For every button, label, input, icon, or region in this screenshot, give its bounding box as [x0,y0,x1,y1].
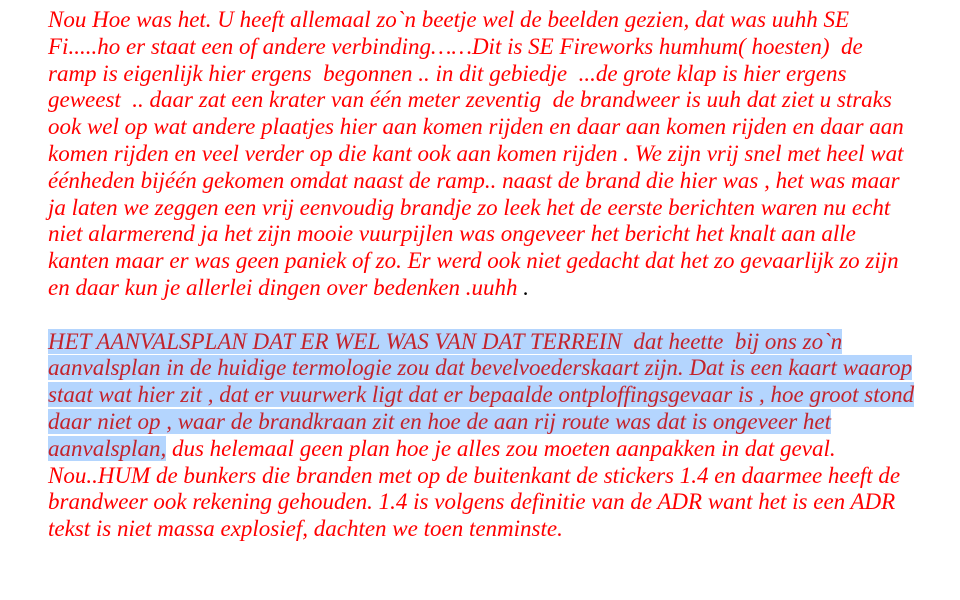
paragraph-2[interactable] [48,329,914,543]
paragraph-1 [48,7,914,302]
text-line: niet alarmerend ja het zijn mooie vuurpijlen was ongeveer het bericht het knalt aan alle [48,221,856,247]
blank-line [48,302,914,329]
document-body [48,7,914,543]
text-line[interactable] [48,436,914,463]
text-line: Fi.....ho er staat een of andere verbinding……Dit is SE Fireworks humhum( hoesten) de [48,33,863,59]
text-line-selected[interactable] [48,382,914,409]
text-line: ramp is eigenlijk hier ergens begonnen .. in dit gebiedje ...de grote klap is hier ergens [48,60,847,86]
text-line-selected[interactable] [48,329,914,356]
text-line: brandweer ook rekening gehouden. 1.4 is volgens definitie van de ADR want het is een ADR [48,489,896,515]
text-line: Nou..HUM de bunkers die branden met op de buitenkant de stickers 1.4 en daarmee heeft de [48,462,901,488]
text-line: éénheden bijéén gekomen omdat naast de ramp.. naast de brand die hier was , het was maar [48,167,900,193]
text-line: kanten maar er was geen paniek of zo. Er werd ook niet gedacht dat het zo gevaarlijk zo zijn [48,248,899,274]
selected-text[interactable]: aanvalsplan, [48,435,167,461]
text-line: ook wel op wat andere plaatjes hier aan komen rijden en daar aan komen rijden en daar aan [48,114,904,140]
text-line: tekst is niet massa explosief, dachten we toen tenminste. [48,516,563,542]
text-line [48,275,914,302]
text-line-selected[interactable] [48,409,914,436]
text-line: Nou Hoe was het. U heeft allemaal zo`n beetje wel de beelden gezien, dat was uuhh SE [48,7,850,32]
text-line-selected[interactable] [48,355,914,382]
text-segment: en daar kun je allerlei dingen over bedenken .uuhh [48,274,524,300]
selected-text[interactable]: daar niet op , waar de brandkraan zit en hoe de aan rij route was dat is ongeveer het [48,408,831,434]
selected-text[interactable]: aanvalsplan in de huidige termologie zou dat bevelvoederskaart zijn. Dat is een kaart waarop [48,355,913,381]
text-line: ja laten we zeggen een vrij eenvoudig brandje zo leek het de eerste berichten waren nu echt [48,194,891,220]
end-mark: . [523,274,529,300]
text-segment: dus helemaal geen plan hoe je alles zou moeten aanpakken in dat geval. [166,435,836,461]
selected-text[interactable]: HET AANVALSPLAN DAT ER WEL WAS VAN DAT TERREIN dat heette bij ons zo`n [48,328,843,354]
text-line: geweest .. daar zat een krater van één meter zeventig de brandweer is uuh dat ziet u straks [48,87,892,113]
text-line: komen rijden en veel verder op die kant ook aan komen rijden . We zijn vrij snel met heel wat [48,140,904,166]
selected-text[interactable]: staat wat hier zit , dat er vuurwerk ligt dat er bepaalde ontploffingsgevaar is , hoe groot stond [48,382,915,408]
